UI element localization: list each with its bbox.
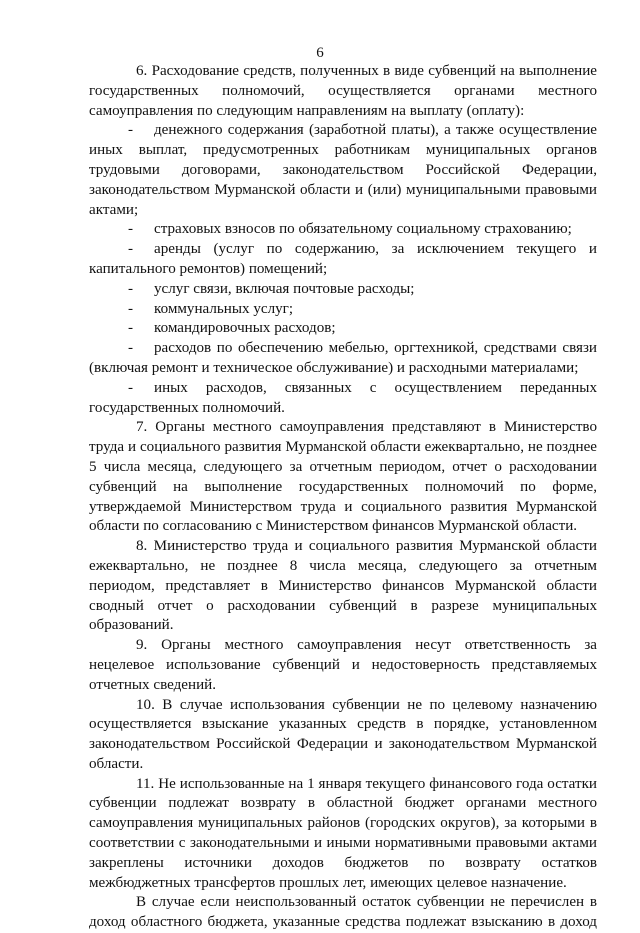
paragraph-6-intro: 6. Расходование средств, полученных в виде субвенций на выполнение государственных полномочий, осуществляется органами местного самоуправления по следующим направлениям на выплату (оплату): [89,63,597,119]
paragraph-8: 8. Министерство труда и социального развития Мурманской области ежеквартально, не позднее 8 числа месяца, следующего за отчетным периодом, представляет в Министерство финансов Мурманской области сводный отчет о расходовании субвенций в разрезе муниципальных образований. [89,538,597,634]
list-item [89,379,597,419]
list-item-text: услуг связи, включая почтовые расходы; [154,280,415,297]
paragraph-7: 7. Органы местного самоуправления представляют в Министерство труда и социального развития Мурманской области ежеквартально, не позднее 5 числа месяца, следующего за отчетным периодом, отчет о расходовании субвенций на выполнение государственных полномочий по форме, утверждаемой Министерством труда и социального развития Мурманской области по согласованию с Министерством финансов Мурманской области. [89,419,597,535]
list-marker: - [128,340,134,357]
paragraph-10: 10. В случае использования субвенции не по целевому назначению осуществляется взыскание указанных средств в порядке, установленном законодательством Российской Федерации и законодательством Мурманской области. [89,696,597,772]
list-marker: - [128,280,134,297]
list-item-text: иных расходов, связанных с осуществлением переданных государственных полномочий. [89,379,597,416]
list-item-text: денежного содержания (заработной платы), а также осуществление иных выплат, предусмотренных работникам муниципальных органов трудовыми договорами, законодательством Российской Федерации, законодательством Мурманской области и (или) муниципальными правовыми актами; [89,122,597,218]
list-item [89,280,597,300]
list-item [89,240,597,280]
document-body [89,62,597,933]
list-marker: - [128,122,134,139]
list-item-text: расходов по обеспечению мебелью, оргтехникой, средствами связи (включая ремонт и техническое обслуживание) и расходными материалами; [89,340,597,376]
list-item-text: коммунальных услуг; [154,300,294,317]
list-marker: - [128,221,134,238]
page-number: 6 [316,45,324,61]
list-item-text: страховых взносов по обязательному социальному страхованию; [154,221,572,238]
list-item-text: командировочных расходов; [154,320,336,337]
list-item-text: аренды (услуг по содержанию, за исключением текущего и капитального ремонтов) помещений; [89,241,597,277]
list-item [89,121,597,220]
list-marker: - [128,241,134,258]
list-item [89,300,597,320]
list-marker: - [128,379,134,396]
list-item [89,319,597,339]
paragraph-11: 11. Не использованные на 1 января текущего финансового года остатки субвенции подлежат возврату в областной бюджет органами местного самоуправления муниципальных районов (городских округов), за которыми в соответствии с законодательными и иными нормативными правовыми актами закреплены источники доходов бюджетов по возврату остатков межбюджетных трансфертов прошлых лет, имеющих целевое назначение. [89,775,597,891]
list-item [89,220,597,240]
paragraph-12: В случае если неиспользованный остаток субвенции не перечислен в доход областного бюджета, указанные средства подлежат взысканию в доход [89,894,597,931]
list-marker: - [128,320,134,337]
list-marker: - [128,300,134,317]
list-item [89,339,597,379]
paragraph-9: 9. Органы местного самоуправления несут ответственность за нецелевое использование субвенций и недостоверность представляемых отчетных сведений. [89,637,597,693]
